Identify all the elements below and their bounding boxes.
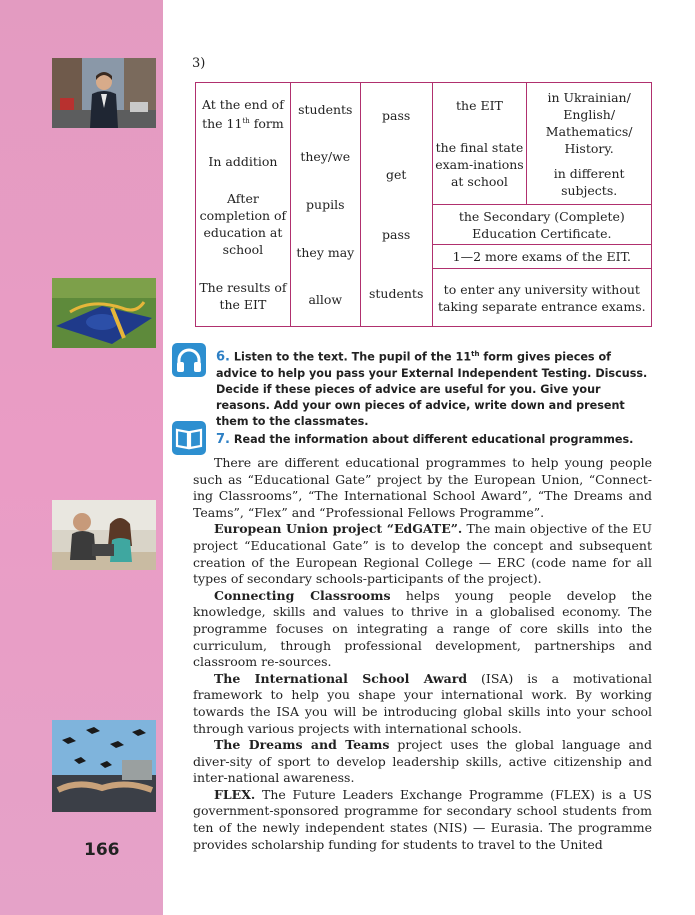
table-cell: students: [368, 286, 424, 302]
table-cell-enter-university: to enter any university without taking separate entrance exams.: [432, 269, 651, 327]
reading-text: [193, 455, 652, 853]
substitution-table: [195, 82, 652, 327]
task-6-number: 6.: [216, 349, 230, 365]
table-cell: The results of the EIT: [199, 280, 287, 313]
table-cell: pass: [382, 107, 411, 123]
table-cell: At the end of the 11th form: [202, 96, 284, 131]
table-col-subjects: [527, 83, 652, 205]
paragraph-dreams: The Dreams and Teams project uses the global language and diver-sity of sport to develop leadership skills, active citizenship and inter-national awareness.: [193, 737, 652, 786]
photo-graduation-cap: [52, 278, 156, 348]
photo-graduates: [52, 720, 156, 812]
task-7: [216, 432, 652, 448]
table-cell: the final state exam-inations at school: [435, 140, 524, 189]
headphones-icon: [172, 343, 206, 377]
table-cell: pass: [382, 226, 411, 242]
section-label: 3): [192, 56, 206, 71]
table-cell: pupils: [306, 196, 345, 212]
table-cell: in different subjects.: [553, 165, 625, 198]
paragraph-edgate: European Union project “EdGATE”. The main objective of the EU project “Educational Gate” is to develop the concept and subsequent creation of the European Regional College — ERC (code name for all types of secondary schools-participants of the project).: [193, 521, 653, 587]
table-cell-more-exams: 1—2 more exams of the EIT.: [432, 245, 651, 269]
term-flex: FLEX.: [214, 786, 256, 802]
photo-businessman: [52, 58, 156, 128]
term-isa: The International School Award: [214, 670, 468, 686]
paragraph-isa: The International School Award (ISA) is a motivational framework to help you shape your international work. By working towards the ISA you will be introducing global skills into your school through various projects with international schools.: [193, 670, 652, 736]
table-cell: students: [298, 101, 353, 117]
table-col-person: [290, 83, 360, 327]
paragraph-connecting: Connecting Classrooms helps young people develop the knowledge, skills and values to thrive in a globalised economy. The programme focuses on integrating a range of core skills into the curriculum, through professional development, partnerships and classroom re-sources.: [193, 587, 652, 670]
table-cell-certificate: the Secondary (Complete) Education Certificate.: [432, 205, 651, 245]
page-number: 166: [84, 840, 120, 860]
task-6-sup: th: [471, 350, 480, 358]
table-cell: allow: [308, 292, 343, 308]
task-6-text-b: form gives pieces of advice to help you pass your External Independent Testing. Discuss. Decide if these pieces of advice are useful for you. Give your reasons. Add your own pieces of advice, write down and present them to the classmates.: [216, 350, 648, 428]
table-cell: In addition: [208, 153, 278, 169]
term-edgate: European Union project “EdGATE”.: [214, 521, 463, 537]
task-7-number: 7.: [216, 432, 230, 447]
paragraph-intro: There are different educational programmes to help young people such as “Educational Gate” project by the European Union, “Connect-ing Classrooms”, “The International School Award”, “The Dreams and Teams”, “Flex” and “Professional Fellows Programme”.: [193, 455, 652, 520]
table-cell: they/we: [300, 149, 351, 165]
table-cell: in Ukrainian/ English/ Mathematics/ History.: [545, 89, 633, 156]
task-6-text-a: Listen to the text. The pupil of the 11: [233, 350, 472, 364]
task-6: [216, 346, 652, 430]
paragraph-flex: FLEX. The Future Leaders Exchange Programme (FLEX) is a US government-sponsored programme for secondary school students from ten of the newly independent states (NIS) — Eurasia. The programme provides scholarship funding for students to travel to the United: [193, 786, 652, 852]
task-7-text: Read the information about different educational programmes.: [233, 433, 634, 446]
term-dreams: The Dreams and Teams: [214, 737, 390, 753]
table-cell: they may: [296, 244, 355, 260]
photo-classroom: [52, 500, 156, 570]
table-cell: After completion of education at school: [199, 191, 287, 258]
table-col-verb: [360, 83, 432, 327]
book-icon: [172, 421, 206, 455]
table-cell: the EIT: [456, 98, 503, 113]
table-cell: get: [385, 167, 407, 183]
table-col-exam: [432, 83, 527, 205]
table-col-subject: [196, 83, 291, 327]
term-connecting: Connecting Classrooms: [214, 587, 391, 603]
